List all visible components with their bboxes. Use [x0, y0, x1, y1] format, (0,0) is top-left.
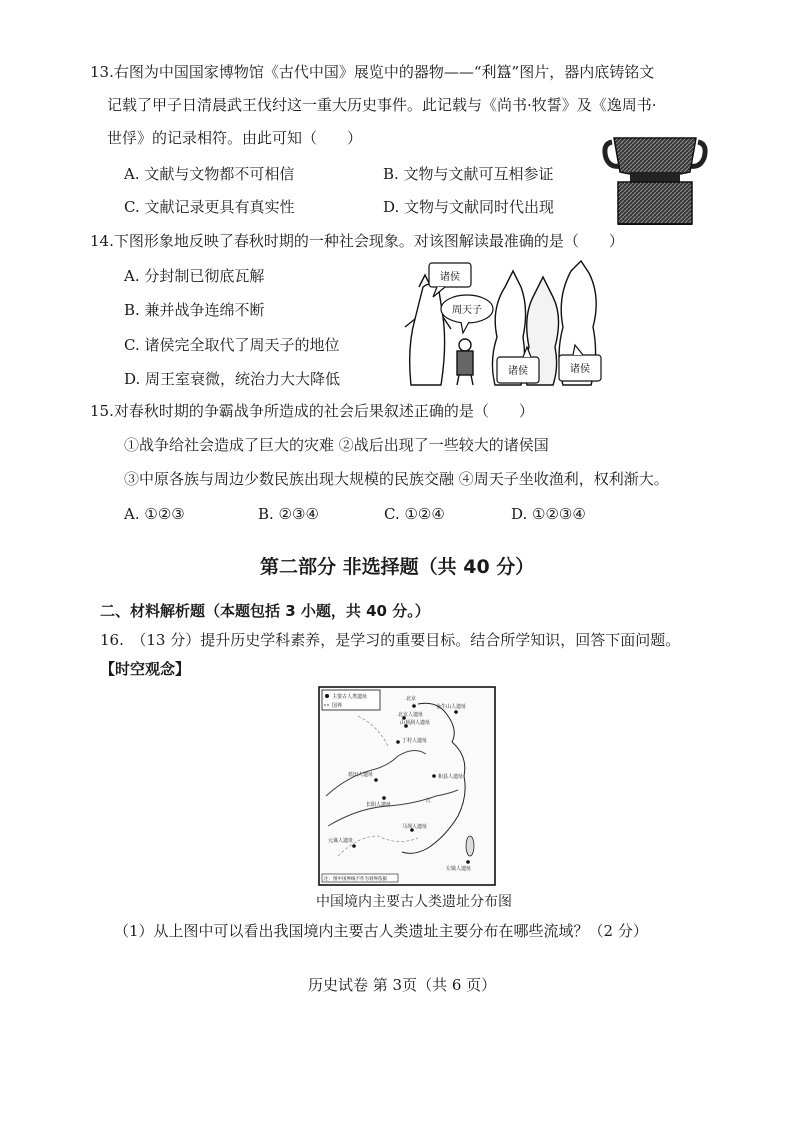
- section-heading: 二、材料解析题（本题包括 3 小题，共 40 分。）: [100, 602, 430, 620]
- q14-option-b: B. 兼并战争连绵不断: [124, 301, 265, 319]
- map-site-6: 蓝田人遗址: [348, 772, 374, 778]
- ancient-sites-map: [318, 686, 496, 886]
- q15-option-c: C. ①②④: [384, 505, 445, 523]
- map-site-3: 山顶洞人遗址: [400, 720, 431, 726]
- map-footnote: 注：图中国界线不作为划界依据: [324, 877, 387, 882]
- q16-stem: 16. （13 分）提升历史学科素养，是学习的重要目标。结合所学知识，回答下面问题。: [100, 631, 681, 649]
- q13-option-b: B. 文物与文献可互相参证: [383, 165, 554, 183]
- map-site-5: 和县人遗址: [438, 774, 464, 780]
- q15-option-d: D. ①②③④: [511, 505, 586, 523]
- map-site-2: 北京人遗址: [398, 712, 424, 718]
- cartoon-label-center: 周天子: [452, 305, 482, 316]
- q14-option-c: C. 诸侯完全取代了周天子的地位: [124, 336, 340, 354]
- q16-sub1: （1）从上图中可以看出我国境内主要古人类遗址主要分布在哪些流域？（2 分）: [114, 922, 648, 940]
- q15-option-b: B. ②③④: [258, 505, 319, 523]
- q15-items-line2: ③中原各族与周边少数民族出现大规模的民族交融 ④周天子坐收渔利，权利渐大。: [124, 470, 669, 488]
- q13-stem-line2: 记载了甲子日清晨武王伐纣这一重大历史事件。此记载与《尚书·牧誓》及《逸周书·: [107, 96, 657, 114]
- q14-option-d: D. 周王室衰微，统治力大大降低: [124, 370, 341, 388]
- q15-items-line1: ①战争给社会造成了巨大的灾难 ②战后出现了一些较大的诸侯国: [124, 436, 549, 454]
- map-river-label: 江: [426, 798, 432, 804]
- map-legend-sites: 主要古人类遗址: [332, 694, 368, 700]
- q15-option-a: A. ①②③: [124, 505, 185, 523]
- map-site-10: 左镇人遗址: [446, 866, 472, 872]
- q14-option-a: A. 分封制已彻底瓦解: [124, 267, 265, 285]
- map-site-9: 元谋人遗址: [328, 838, 354, 844]
- spacetime-tag: 【时空观念】: [100, 660, 191, 678]
- map-site-4: 丁村人遗址: [402, 738, 428, 744]
- page-footer: 历史试卷 第 3页（共 6 页）: [308, 976, 497, 994]
- q13-stem-line1: 13.右图为中国国家博物馆《古代中国》展览中的器物——“利簋”图片，器内底铸铭文: [90, 63, 655, 81]
- part2-title: 第二部分 非选择题（共 40 分）: [260, 556, 535, 578]
- cartoon-label-top: 诸侯: [440, 272, 460, 283]
- li-gui-vessel-image: [600, 132, 710, 228]
- cartoon-label-bottom-right: 诸侯: [570, 364, 590, 375]
- map-site-1: 金牛山人遗址: [436, 704, 467, 710]
- map-site-8: 马坝人遗址: [402, 824, 428, 830]
- q15-stem: 15.对春秋时期的争霸战争所造成的社会后果叙述正确的是（ ）: [90, 402, 534, 420]
- spring-autumn-cartoon: [403, 257, 615, 389]
- map-capital: 北京: [406, 696, 417, 702]
- map-site-7: 长阳人遗址: [366, 802, 392, 808]
- q13-option-c: C. 文献记录更具有真实性: [124, 198, 295, 216]
- map-legend-border: 国界: [332, 703, 343, 709]
- q14-stem: 14.下图形象地反映了春秋时期的一种社会现象。对该图解读最准确的是（ ）: [90, 232, 624, 250]
- q13-option-d: D. 文物与文献同时代出现: [383, 198, 555, 216]
- map-caption: 中国境内主要古人类遗址分布图: [316, 894, 512, 910]
- q13-option-a: A. 文献与文物都不可相信: [124, 165, 295, 183]
- cartoon-label-bottom-left: 诸侯: [508, 366, 528, 377]
- q13-stem-line3: 世俘》的记录相符。由此可知（ ）: [107, 129, 363, 147]
